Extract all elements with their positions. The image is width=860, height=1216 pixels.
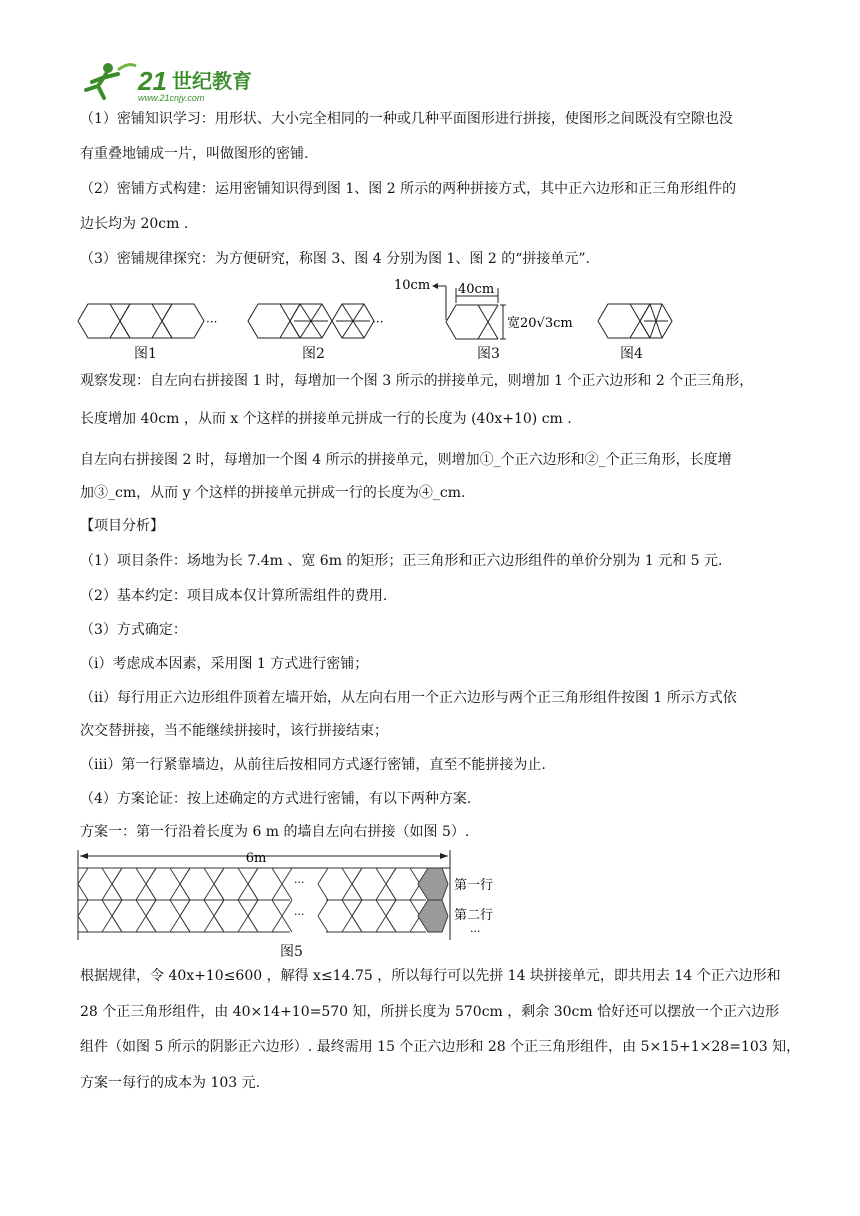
hexagon-tile xyxy=(248,868,282,900)
analysis-1: （1）项目条件：场地为长 7.4m 、宽 6m 的矩形；正三角形和正六边形组件的单价分别为 1 元和 5 元. xyxy=(80,553,723,569)
triangle-tile xyxy=(146,868,156,900)
plan-1-intro: 方案一：第一行沿着长度为 6 m 的墙自左向右拼接（如图 5）. xyxy=(80,824,470,840)
hexagon-tile xyxy=(248,900,282,932)
triangle-tile xyxy=(180,868,190,900)
triangle-tile xyxy=(352,868,362,900)
figure-1-caption: 图1 xyxy=(134,346,157,362)
figure-2-dots: ··· xyxy=(372,315,384,329)
triangle-tile xyxy=(214,900,224,932)
hexagon-tile xyxy=(146,900,180,932)
analysis-2: （2）基本约定：项目成本仅计算所需组件的费用. xyxy=(80,588,388,604)
triangle-tile xyxy=(352,900,362,932)
conclusion-2: 28 个正三角形组件，由 40×14+10=570 知，所拼长度为 570cm ，剩余 30cm 恰好还可以摆放一个正六边形 xyxy=(80,1004,780,1020)
triangle-tile xyxy=(282,868,292,900)
logo-url: www.21cnjy.com xyxy=(138,93,205,103)
triangle-tile xyxy=(282,900,292,932)
analysis-6: （iii）第一行紧靠墙边，从前往后按相同方式逐行密铺，直至不能拼接为止. xyxy=(80,757,546,773)
figure-3-length-40cm: 40cm xyxy=(458,282,495,297)
analysis-5a: （ii）每行用正六边形组件顶着左墙开始，从左向右用一个正六边形与两个正三角形组件按图 1 所示方式依 xyxy=(80,690,737,706)
analysis-3: （3）方式确定： xyxy=(80,622,187,638)
section-heading: 【项目分析】 xyxy=(80,518,164,534)
hexagon-tile xyxy=(386,900,420,932)
hexagon-tile xyxy=(318,868,352,900)
figure-5-row-1: 第一行 xyxy=(454,878,494,893)
figure-3-length-10cm: 10cm xyxy=(394,278,431,293)
hexagon-tile xyxy=(352,868,386,900)
figure-5-dots-row2: ··· xyxy=(294,908,305,921)
shaded-hexagon-row2 xyxy=(418,900,448,932)
para-1b: 有重叠地铺成一片，叫做图形的密铺. xyxy=(80,146,309,162)
analysis-5b: 次交替拼接，当不能继续拼接时，该行拼接结束； xyxy=(80,723,388,739)
logo-digits: 21 xyxy=(138,66,167,96)
triangle-tile xyxy=(112,900,122,932)
triangle-tile xyxy=(386,900,396,932)
analysis-7: （4）方案论证：按上述确定的方式进行密铺，有以下两种方案. xyxy=(80,791,472,807)
figure-3-caption: 图3 xyxy=(477,346,500,362)
hexagon-tile xyxy=(146,868,180,900)
hexagon-tile xyxy=(180,900,214,932)
hexagon-tile xyxy=(78,868,112,900)
para-1a: （1）密铺知识学习：用形状、大小完全相同的一种或几种平面图形进行拼接，使图形之间既没有空隙也没 xyxy=(80,111,733,127)
figure-5-more: ··· xyxy=(470,925,481,938)
figure-5-row-2: 第二行 xyxy=(454,908,494,923)
triangle-tile xyxy=(386,868,396,900)
site-logo xyxy=(78,60,258,104)
para-3: （3）密铺规律探究：为方便研究，称图 3、图 4 分别为图 1、图 2 的“拼接单元”. xyxy=(80,251,591,267)
conclusion-4: 方案一每行的成本为 103 元. xyxy=(80,1075,261,1091)
triangle-tile xyxy=(180,900,190,932)
figure-2-caption: 图2 xyxy=(302,346,325,362)
hexagon-tile xyxy=(112,900,146,932)
hexagon-tile xyxy=(112,868,146,900)
analysis-4: （i）考虑成本因素，采用图 1 方式进行密铺； xyxy=(80,656,369,672)
figure-1-dots: ··· xyxy=(206,315,218,329)
figure-4-caption: 图4 xyxy=(620,346,643,362)
figure-3-width: 宽20√3cm xyxy=(507,316,573,331)
observation-2: 长度增加 40cm ，从而 x 个这样的拼接单元拼成一行的长度为 (40x+10) cm . xyxy=(80,411,572,427)
observation-1: 观察发现：自左向右拼接图 1 时，每增加一个图 3 所示的拼接单元，则增加 1 个正六边形和 2 个正三角形， xyxy=(80,373,754,389)
logo-brand-name: 世纪教育 xyxy=(172,69,252,93)
figure-5-caption: 图5 xyxy=(280,944,303,960)
conclusion-3: 组件（如图 5 所示的阴影正六边形）. 最终需用 15 个正六边形和 28 个正三角形组件，由 5×15+1×28=103 知， xyxy=(80,1039,801,1055)
figure-2 xyxy=(246,300,396,342)
hexagon-tile xyxy=(386,868,420,900)
runner-icon xyxy=(86,63,136,98)
triangle-tile xyxy=(112,868,122,900)
shaded-hexagon-row1 xyxy=(418,868,448,900)
figure-5-dots-row1: ··· xyxy=(294,876,305,889)
para-2b: 边长均为 20cm . xyxy=(80,216,189,232)
observation-4: 加③_cm，从而 y 个这样的拼接单元拼成一行的长度为④_cm. xyxy=(80,485,466,501)
hexagon-tile xyxy=(214,900,248,932)
para-2a: （2）密铺方式构建：运用密铺知识得到图 1、图 2 所示的两种拼接方式，其中正六边形和正三角形组件的 xyxy=(80,181,737,197)
conclusion-1: 根据规律，令 40x+10≤600 ，解得 x≤14.75 ，所以每行可以先拼 14 块拼接单元，即共用去 14 个正六边形和 xyxy=(80,968,781,984)
triangle-tile xyxy=(248,868,258,900)
hexagon-tile xyxy=(180,868,214,900)
hexagon-tile xyxy=(78,900,112,932)
observation-3: 自左向右拼接图 2 时，每增加一个图 4 所示的拼接单元，则增加①_个正六边形和②_个正三角形，长度增 xyxy=(80,452,732,468)
triangle-tile xyxy=(146,900,156,932)
hexagon-tile xyxy=(318,900,352,932)
triangle-tile xyxy=(214,868,224,900)
triangle-tile xyxy=(248,900,258,932)
figure-1 xyxy=(76,300,226,342)
hexagon-tile xyxy=(214,868,248,900)
figure-5-length-6m: 6m xyxy=(245,851,267,866)
figure-4 xyxy=(596,300,676,342)
figure-5 xyxy=(76,846,516,942)
hexagon-tile xyxy=(352,900,386,932)
figure-3 xyxy=(390,272,590,344)
